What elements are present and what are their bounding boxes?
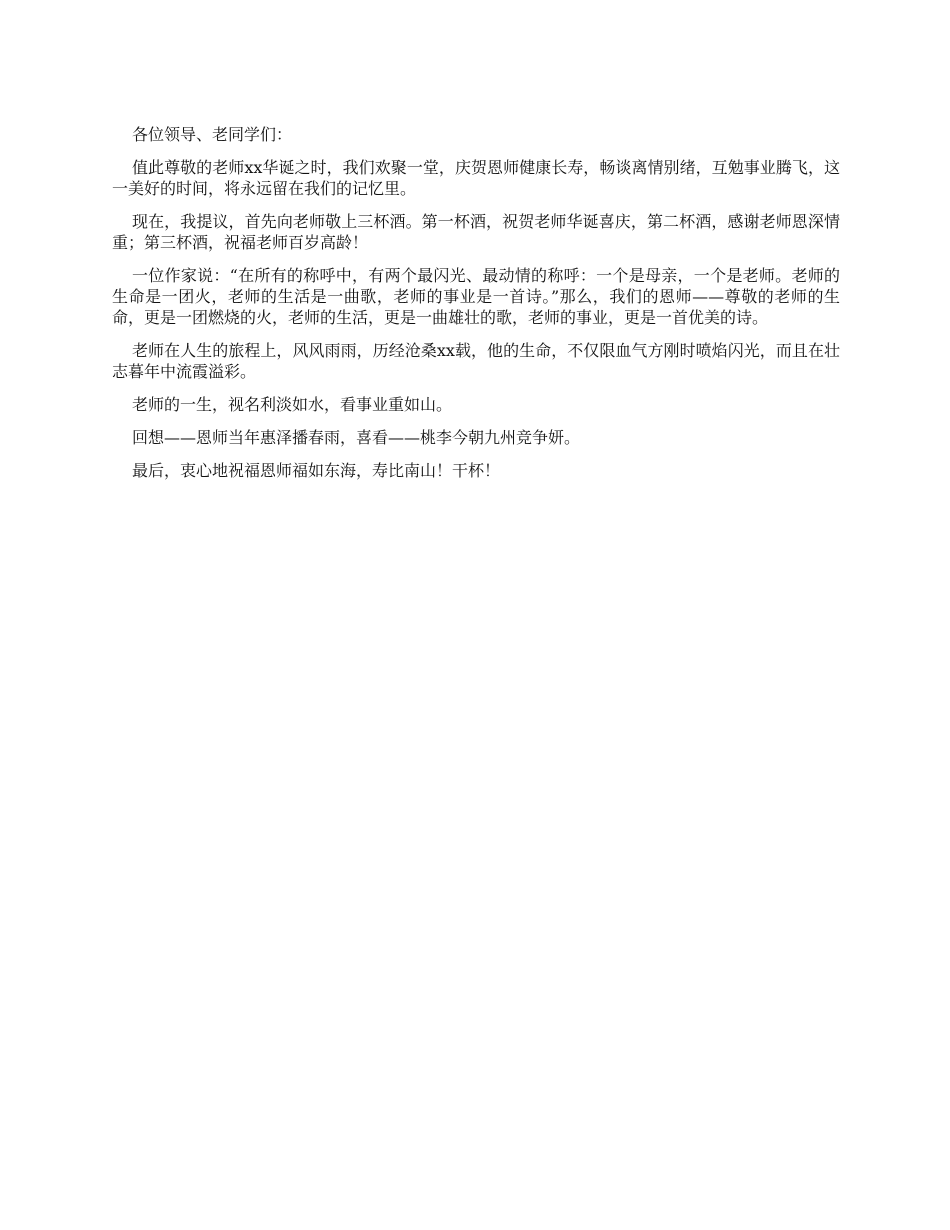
body-paragraph: 回想——恩师当年惠泽播春雨，喜看——桃李今朝九州竞争妍。: [132, 428, 581, 447]
body-paragraph: 现在，我提议，首先向老师敬上三杯酒。第一杯酒，祝贺老师华诞喜庆，第二杯酒，感谢老师恩深情重；第三杯酒，祝福老师百岁高龄！: [112, 212, 840, 252]
body-paragraph: 值此尊敬的老师xx华诞之时，我们欢聚一堂，庆贺恩师健康长寿，畅谈离情别绪，互勉事业腾飞，这一美好的时间，将永远留在我们的记忆里。: [112, 158, 840, 198]
speech-body: [112, 124, 840, 493]
body-paragraph: 老师的一生，视名利淡如水，看事业重如山。: [132, 395, 453, 414]
closing-paragraph: 最后，衷心地祝福恩师福如东海，寿比南山！干杯！: [132, 461, 501, 480]
body-paragraph: 一位作家说：“在所有的称呼中，有两个最闪光、最动情的称呼：一个是母亲，一个是老师。老师的生命是一团火，老师的生活是一曲歌，老师的事业是一首诗。”那么，我们的恩师——尊敬的老师的生命，更是一团燃烧的火，老师的生活，更是一曲雄壮的歌，老师的事业，更是一首优美的诗。: [112, 266, 840, 327]
salutation-paragraph: 各位领导、老同学们：: [132, 125, 293, 144]
body-paragraph: 老师在人生的旅程上，风风雨雨，历经沧桑xx载，他的生命，不仅限血气方刚时喷焰闪光，而且在壮志暮年中流霞溢彩。: [112, 341, 840, 381]
